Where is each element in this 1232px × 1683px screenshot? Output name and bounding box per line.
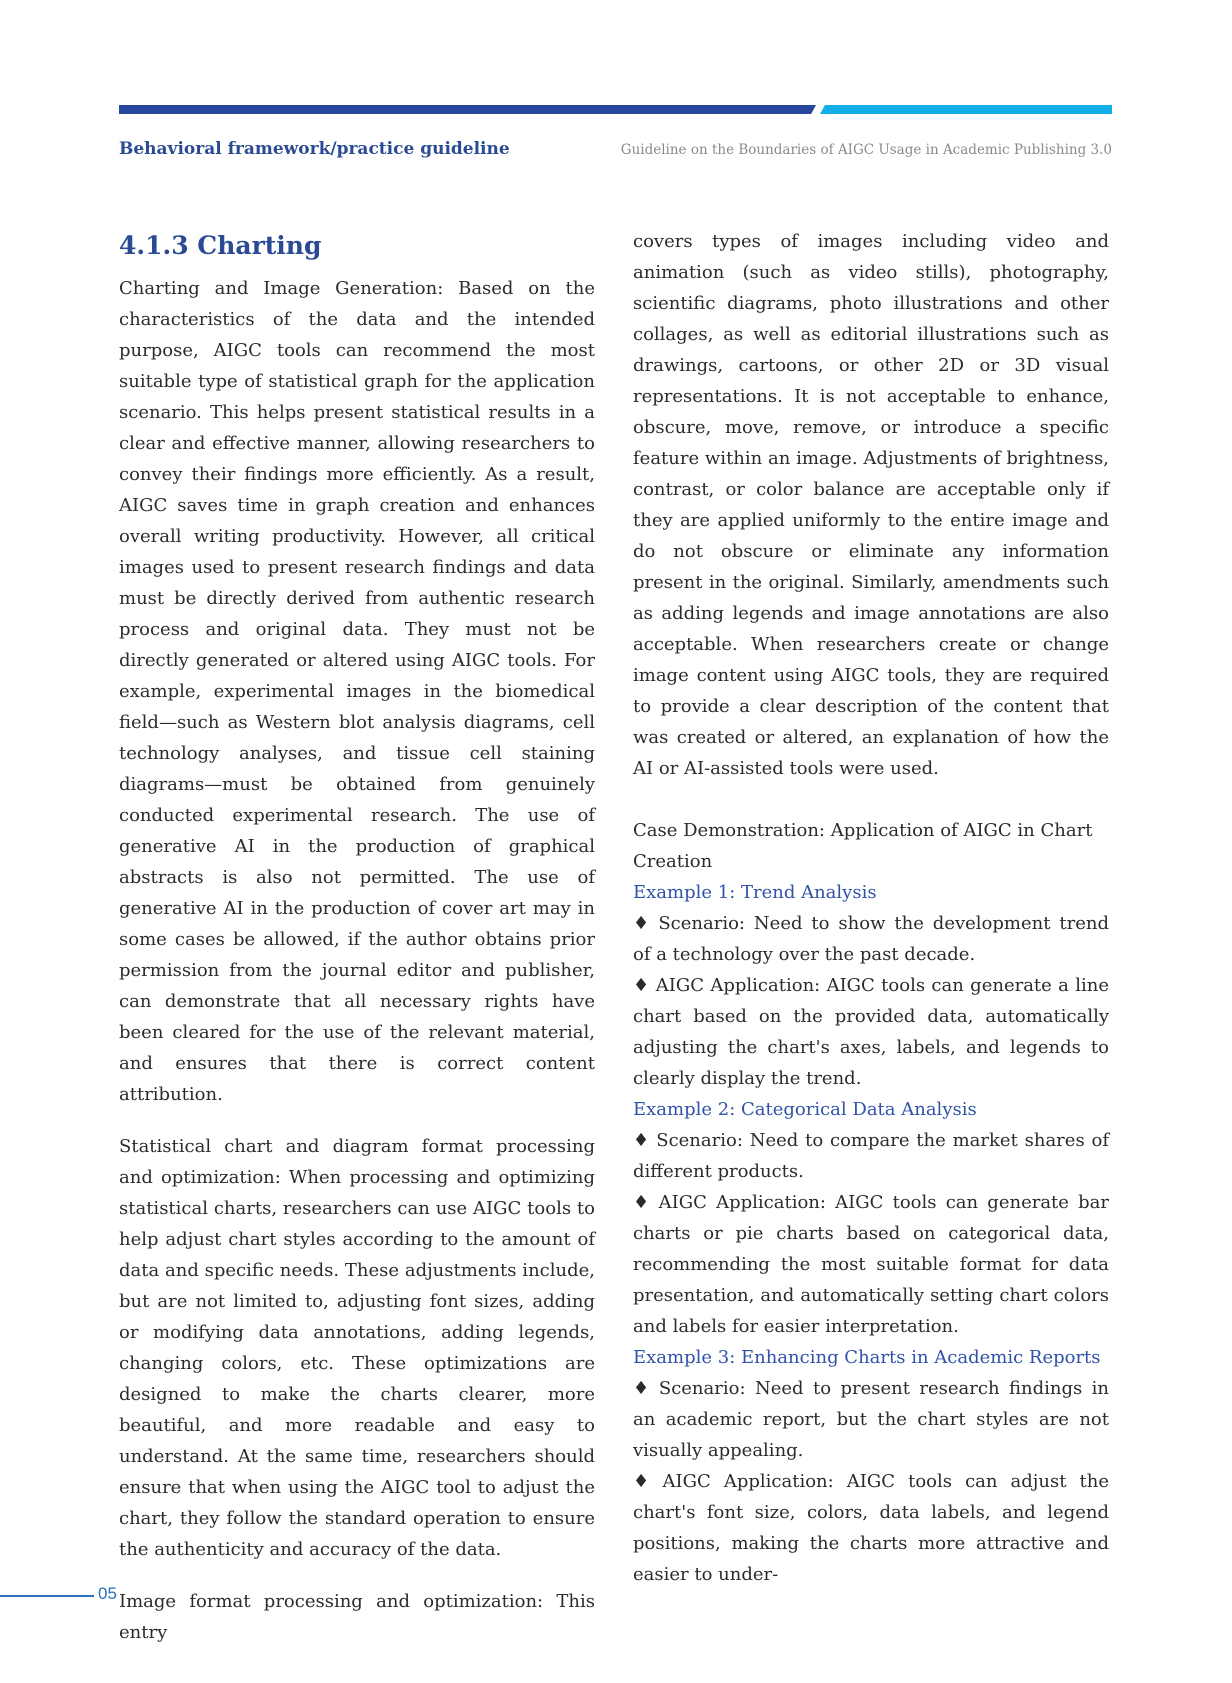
- example-scenario: ♦ Scenario: Need to compare the market shares of different products.: [633, 1130, 1109, 1182]
- diamond-bullet-icon: ♦: [633, 1378, 653, 1399]
- page-number: 05: [98, 1584, 117, 1603]
- example-title: Example 1: Trend Analysis: [633, 882, 877, 903]
- example-application: ♦ AIGC Application: AIGC tools can generate a line chart based on the provided data, automatically adjusting the chart's axes, labels, and legends to clearly display the trend.: [633, 975, 1109, 1089]
- example-scenario: ♦ Scenario: Need to show the development trend of a technology over the past decade.: [633, 913, 1109, 965]
- case-demonstration-title: Case Demonstration: Application of AIGC in Chart Creation: [633, 820, 1093, 872]
- section-title: 4.1.3 Charting: [119, 231, 322, 260]
- header-bar-dark: [119, 105, 816, 114]
- header-bar-light: [820, 105, 1112, 114]
- example-title: Example 3: Enhancing Charts in Academic Reports: [633, 1347, 1101, 1368]
- footer-rule: [0, 1595, 94, 1597]
- example-application: ♦ AIGC Application: AIGC tools can generate bar charts or pie charts based on categorical data, recommending the most suitable format for data presentation, and automatically setting chart colors and labels for easier interpretation.: [633, 1192, 1110, 1337]
- diamond-bullet-icon: ♦: [633, 1471, 657, 1492]
- right-column: [633, 226, 1109, 1590]
- paragraph-charting-image-generation: Charting and Image Generation: Based on the characteristics of the data and the intended purpose, AIGC tools can recommend the most suitable type of statistical graph for the application scenario. This helps present statistical results in a clear and effective manner, allowing researchers to convey their findings more efficiently. As a result, AIGC saves time in graph creation and enhances overall writing productivity. However, all critical images used to present research findings and data must be directly derived from authentic research process and original data. They must not be directly generated or altered using AIGC tools. For example, experimental images in the biomedical field—such as Western blot analysis diagrams, cell technology analyses, and tissue cell staining diagrams—must be obtained from genuinely conducted experimental research. The use of generative AI in the production of graphical abstracts is also not permitted. The use of generative AI in the production of cover art may in some cases be allowed, if the author obtains prior permission from the journal editor and publisher, can demonstrate that all necessary rights have been cleared for the use of the relevant material, and ensures that there is correct content attribution.: [119, 278, 595, 1105]
- diamond-bullet-icon: ♦: [633, 913, 653, 934]
- paragraph-chart-format-processing: Statistical chart and diagram format processing and optimization: When processing and optimizing statistical charts, researchers can use AIGC tools to help adjust chart styles according to the amount of data and specific needs. These adjustments include, but are not limited to, adjusting font sizes, adding or modifying data annotations, adding legends, changing colors, etc. These optimizations are designed to make the charts clearer, more beautiful, and more readable and easy to understand. At the same time, researchers should ensure that when using the AIGC tool to adjust the chart, they follow the standard operation to ensure the authenticity and accuracy of the data.: [119, 1136, 595, 1560]
- example-application: ♦ AIGC Application: AIGC tools can adjust the chart's font size, colors, data labels, and legend positions, making the charts more attractive and easier to under-: [633, 1471, 1110, 1585]
- left-column: [119, 225, 595, 1648]
- diamond-bullet-icon: ♦: [633, 1192, 653, 1213]
- paragraph-image-format-processing: Image format processing and optimization: This entry: [119, 1591, 595, 1643]
- example-scenario: ♦ Scenario: Need to present research findings in an academic report, but the chart styles are not visually appealing.: [633, 1378, 1109, 1461]
- diamond-bullet-icon: ♦: [633, 1130, 651, 1151]
- paragraph-image-types-continued: covers types of images including video and animation (such as video stills), photography, scientific diagrams, photo illustrations and other collages, as well as editorial illustrations such as drawings, cartoons, or other 2D or 3D visual representations. It is not acceptable to enhance, obscure, move, remove, or introduce a specific feature within an image. Adjustments of brightness, contrast, or color balance are acceptable only if they are applied uniformly to the entire image and do not obscure or eliminate any information present in the original. Similarly, amendments such as adding legends and image annotations are also acceptable. When researchers create or change image content using AIGC tools, they are required to provide a clear description of the content that was created or altered, an explanation of how the AI or AI-assisted tools were used.: [633, 231, 1109, 779]
- header-section-label: Behavioral framework/practice guideline: [119, 139, 510, 159]
- header-document-title: Guideline on the Boundaries of AIGC Usage in Academic Publishing 3.0: [620, 142, 1112, 158]
- example-title: Example 2: Categorical Data Analysis: [633, 1099, 977, 1120]
- diamond-bullet-icon: ♦: [633, 975, 650, 996]
